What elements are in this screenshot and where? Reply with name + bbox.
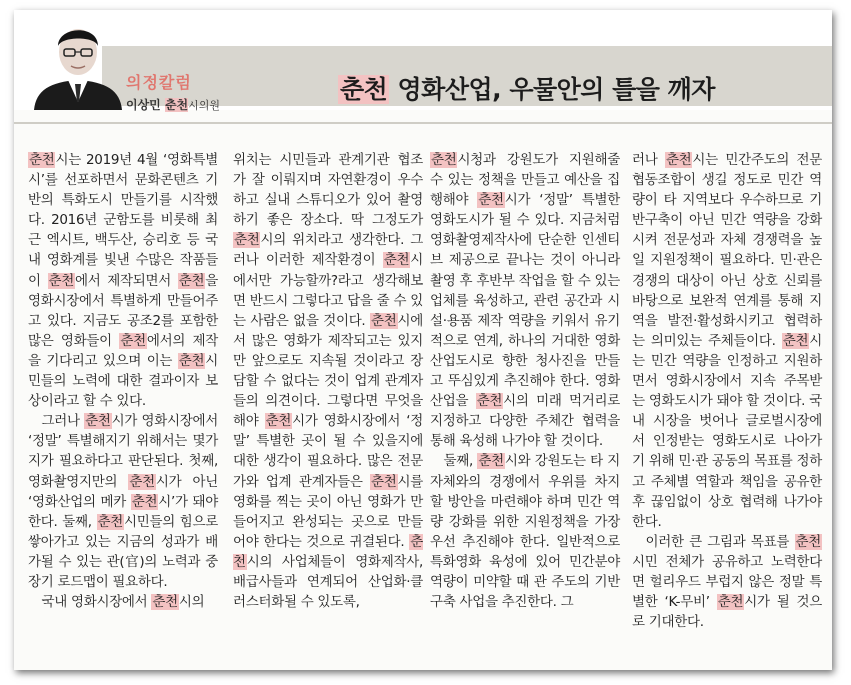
article-title xyxy=(338,70,715,106)
highlighted-term: 춘천 xyxy=(782,332,809,349)
text-run: 시가 영화시장에서 ‘정말’ 특별한 곳이 될 수 있을지에 대한 생각이 필요하다. 많은 전문가와 업계 관계자들은 xyxy=(233,413,423,490)
text-run: 시의 미래 먹거리로 지정하고 다양한 주체간 협력을 통해 육성해 나가야 할 것이다. xyxy=(430,393,620,450)
byline xyxy=(126,96,220,113)
text-column-3 xyxy=(430,150,620,612)
text-run: 러나 xyxy=(632,152,665,168)
text-column-2 xyxy=(233,150,423,612)
text-run: 에서의 제작을 기다리고 있으며 이는 xyxy=(28,332,218,369)
text-run: 을 영화시장에서 특별하게 만들어주고 있다. 지금도 공조2를 포함한 많은 영화들이 xyxy=(28,272,219,349)
highlighted-term: 춘천 xyxy=(265,413,292,430)
highlighted-term: 춘천 xyxy=(129,473,155,490)
highlighted-term: 춘천 xyxy=(383,252,410,269)
text-column-4 xyxy=(632,150,822,632)
text-run: 에서 제작되면서 xyxy=(75,272,178,289)
text-run: 위치는 시민들과 관계기관 협조가 잘 이뤄지며 자연환경이 우수하고 실내 스튜디오가 있어 촬영하기 좋은 장소다. 딱 그정도가 xyxy=(233,152,423,229)
author-role: 시의원 xyxy=(188,99,221,112)
author-name: 이상민 xyxy=(126,98,161,112)
paragraph xyxy=(632,150,822,532)
section-label: 의정칼럼 xyxy=(126,73,192,92)
paragraph xyxy=(28,150,218,411)
paragraph xyxy=(28,411,218,592)
text-run: 시는 민간주도의 전문협동조합이 생길 정도로 민간 역량이 타 지역보다 우수하므로 기반구축이 아닌 민간 역량을 강화시켜 전문성과 자체 경쟁력을 높일 지원정책이 필요하다. 민·관은 경쟁의 대상이 아닌 상호 신뢰를 바탕으로 보완적 연계를 통해 지역을 발전·활성화시키고 협력하는 의미있는 주체들이다. xyxy=(632,152,822,349)
text-run: 시민들의 노력에 대한 결과이자 보상이라고 할 수 있다. xyxy=(28,352,218,410)
highlighted-term: 춘천 xyxy=(85,413,111,430)
paragraph xyxy=(632,532,822,632)
text-run: 시에서 많은 영화가 제작되고는 있지만 앞으로도 지속될 것이라고 장담할 수 없다는 것이 업계 관계자들의 의견이다. 그렇다면 무엇을 해야 xyxy=(233,312,423,430)
highlighted-term: 춘천 xyxy=(152,594,178,611)
highlighted-term: 춘천 xyxy=(48,272,75,289)
text-run: 시민들의 힘으로 쌓아가고 있는 지금의 성과가 배가될 수 있는 관(官)의 노력과 중장기 로드맵이 필요하다. xyxy=(28,513,218,590)
text-run: 시를 영화를 찍는 곳이 아닌 영화가 만들어지고 완성되는 곳으로 만들어야 한다는 것으로 귀결된다. xyxy=(233,473,423,550)
highlighted-term: 춘천 xyxy=(234,232,260,249)
paragraph xyxy=(430,451,620,612)
highlighted-term: 춘천 xyxy=(476,393,503,410)
highlighted-term: 춘천 xyxy=(29,152,55,168)
author-portrait xyxy=(32,16,124,110)
text-run: 시의 사업체들이 영화제작사, 배급사들과 연계되어 산업화·클러스터화될 수 있도록, xyxy=(233,553,423,611)
text-run: 시가 영화시장에서 ‘정말’ 특별해지기 위해서는 몇가지가 필요하다고 판단된다. 첫째, 영화촬영지만의 xyxy=(28,413,218,490)
text-run: 시와 강원도는 타 지자체와의 경쟁에서 우위를 차지할 방안을 마련해야 하며 민간 역량 강화를 위한 지원정책을 가장 우선 추진해야 한다. 일반적으로 특화영화 육성에 있어 민간분야 역량이 미약할 때 관 주도의 기반구축 사업을 추진한다. 그 xyxy=(430,453,620,611)
highlighted-term: 춘천 xyxy=(178,352,205,369)
header-divider xyxy=(14,122,832,124)
text-run: 시민 전체가 공유하고 노력한다면 헐리우드 부럽지 않은 정말 특별한 ‘K-무비’ xyxy=(632,553,822,611)
text-column-1 xyxy=(28,150,218,612)
highlighted-term: 춘천 xyxy=(178,272,205,289)
text-run: 이러한 큰 그림과 목표를 xyxy=(645,533,795,550)
text-run: 시에서만 가능할까?라고 생각해보면 반드시 그렇다고 답을 줄 수 있는 사람은 없을 것이다. xyxy=(233,252,423,329)
text-run: 국내 영화시장에서 xyxy=(41,594,152,611)
highlighted-term: 춘천 xyxy=(665,152,692,168)
highlighted-term: 춘천 xyxy=(97,513,124,530)
author-city: 춘천 xyxy=(164,98,189,112)
text-run: 시가 ‘정말’ 특별한 영화도시가 될 수 있다. 지금처럼 영화촬영제작사에 단순한 인센티브 제공으로 끝나는 것이 아니라 촬영 후 후반부 작업을 할 수 있는 업체를 육성하고, 관련 공간과 시설·용품 제작 역량을 키워서 유기적으로 연계, 하나의 거대한 영화산업도시로 향한 청사진을 만들고 뚜심있게 추진해야 한다. 영화산업을 xyxy=(430,192,620,410)
text-run: 시의 위치라고 생각한다. 그러나 이러한 제작환경이 xyxy=(233,232,423,269)
highlighted-term: 춘천 xyxy=(371,473,397,490)
paragraph xyxy=(430,150,620,451)
paragraph xyxy=(233,150,423,612)
paragraph xyxy=(28,592,218,612)
column-page xyxy=(14,10,832,670)
text-run: 시는 민간 역량을 인정하고 지원하면서 영화시장에서 지속 주목받는 영화도시가 돼야 할 것이다. 국내 시장을 벗어나 글로벌시장에서 인정받는 영화도시로 나아가기 위해 민·관 공동의 목표를 정하고 주체별 역할과 책임을 공유한 후 끊임없이 상호 협력해 나가야 한다. xyxy=(632,332,822,530)
highlighted-term: 춘천 xyxy=(795,533,821,550)
highlighted-term: 춘천 xyxy=(120,332,146,349)
title-highlight: 춘천 xyxy=(340,75,388,104)
highlighted-term: 춘천 xyxy=(478,192,504,209)
text-run: 시가 될 것으로 기대한다. xyxy=(632,594,822,631)
highlighted-term: 춘천 xyxy=(371,312,397,329)
title-text: 영화산업, 우물안의 틀을 깨자 xyxy=(389,75,715,104)
text-run: 시는 2019년 4월 ‘영화특별시’를 선포하면서 문화콘텐츠 기반의 특화도시 만들기를 시작했다. 2016년 군함도를 비롯해 최근 엑시트, 백두산, 승리호 등 국내 영화계를 빛낸 수많은 작품들이 xyxy=(28,152,218,289)
text-run: 시청과 강원도가 지원해줄 수 있는 정책을 만들고 예산을 집행해야 xyxy=(430,152,620,209)
highlighted-term: 춘천 xyxy=(478,453,504,470)
text-run: 둘째, xyxy=(443,453,478,470)
highlighted-term: 춘천 xyxy=(431,152,457,168)
text-run: 시가 아닌 ‘영화산업의 메카 xyxy=(28,473,218,510)
text-run: 그러나 xyxy=(41,413,85,430)
text-run: 시의 xyxy=(178,594,205,611)
highlighted-term: 춘천 xyxy=(717,594,744,611)
highlighted-term: 춘천 xyxy=(233,533,423,570)
text-run: 시’가 돼야 한다. 둘째, xyxy=(28,493,218,530)
highlighted-term: 춘천 xyxy=(131,493,158,510)
